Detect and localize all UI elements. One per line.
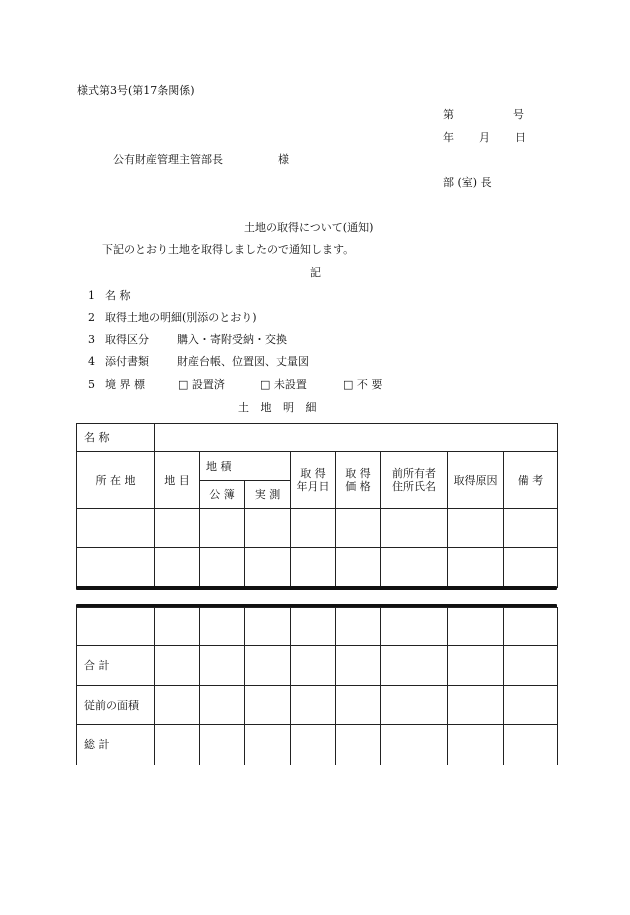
- document-number-suffix: 号: [513, 108, 524, 121]
- date-year: 年: [443, 131, 454, 144]
- name-value-cell[interactable]: [155, 424, 558, 452]
- boundary-option-not-installed[interactable]: □ 未設置: [260, 378, 307, 391]
- area-actual-header: 実 測: [245, 481, 291, 509]
- area-header: 地 積: [200, 452, 291, 481]
- previous-owner-header: [381, 452, 448, 509]
- location-header: 所 在 地: [77, 452, 155, 509]
- previous-owner-header-line2: 住所氏名: [392, 480, 436, 493]
- item-2-label: 取得土地の明細(別添のとおり): [105, 311, 257, 324]
- sender: 部 (室) 長: [443, 176, 492, 189]
- date-month: 月: [479, 131, 490, 144]
- land-type-header: 地 目: [155, 452, 200, 509]
- item-4-value: 財産台帳、位置図、丈量図: [177, 355, 309, 368]
- boundary-option-not-required[interactable]: □ 不 要: [343, 378, 383, 391]
- acquisition-date-header: [291, 452, 336, 509]
- boundary-option-installed[interactable]: □ 設置済: [178, 378, 225, 391]
- item-5-no: 5: [88, 378, 95, 391]
- item-1-no: 1: [88, 289, 95, 302]
- acquisition-price-header-line1: 取 得: [345, 467, 371, 480]
- table-caption: 土 地 明 細: [238, 401, 321, 414]
- document-number-prefix: 第: [443, 108, 454, 121]
- ki-marker: 記: [310, 266, 321, 279]
- acquisition-price-header-line2: 価 格: [345, 480, 371, 493]
- table-row: [77, 548, 558, 588]
- previous-area-row: [77, 686, 558, 725]
- page-break-line-top: [76, 586, 557, 590]
- item-2-no: 2: [88, 311, 95, 324]
- addressee-honorific: 様: [278, 153, 289, 166]
- acquisition-date-header-line2: 年月日: [296, 480, 330, 493]
- total-row: [77, 725, 558, 765]
- land-detail-table-upper: [76, 423, 558, 588]
- item-5-label: 境 界 標: [105, 378, 145, 391]
- table-row: [77, 608, 558, 646]
- subtotal-label: 合 計: [77, 646, 155, 686]
- subtotal-row: [77, 646, 558, 686]
- item-1-label: 名 称: [105, 289, 131, 302]
- item-4-label: 添付書類: [105, 355, 149, 368]
- acquisition-date-header-line1: 取 得: [300, 467, 326, 480]
- form-number: 様式第3号(第17条関係): [77, 84, 195, 97]
- item-3-value: 購入・寄附受納・交換: [177, 333, 287, 346]
- remarks-header: 備 考: [504, 452, 558, 509]
- previous-owner-header-line1: 前所有者: [392, 467, 436, 480]
- table-row: [77, 509, 558, 548]
- total-label: 総 計: [77, 725, 155, 765]
- previous-area-label: 従前の面積: [77, 686, 155, 725]
- lead-sentence: 下記のとおり土地を取得しましたので通知します。: [102, 243, 355, 256]
- name-label-cell: 名 称: [77, 424, 155, 452]
- land-detail-table-lower: [76, 607, 558, 765]
- acquisition-reason-header: 取得原因: [448, 452, 504, 509]
- item-3-label: 取得区分: [105, 333, 149, 346]
- document-title: 土地の取得について(通知): [244, 221, 374, 234]
- area-registered-header: 公 簿: [200, 481, 245, 509]
- date-day: 日: [515, 131, 526, 144]
- acquisition-price-header: [336, 452, 381, 509]
- item-4-no: 4: [88, 355, 95, 368]
- addressee: 公有財産管理主管部長: [113, 153, 223, 166]
- item-3-no: 3: [88, 333, 95, 346]
